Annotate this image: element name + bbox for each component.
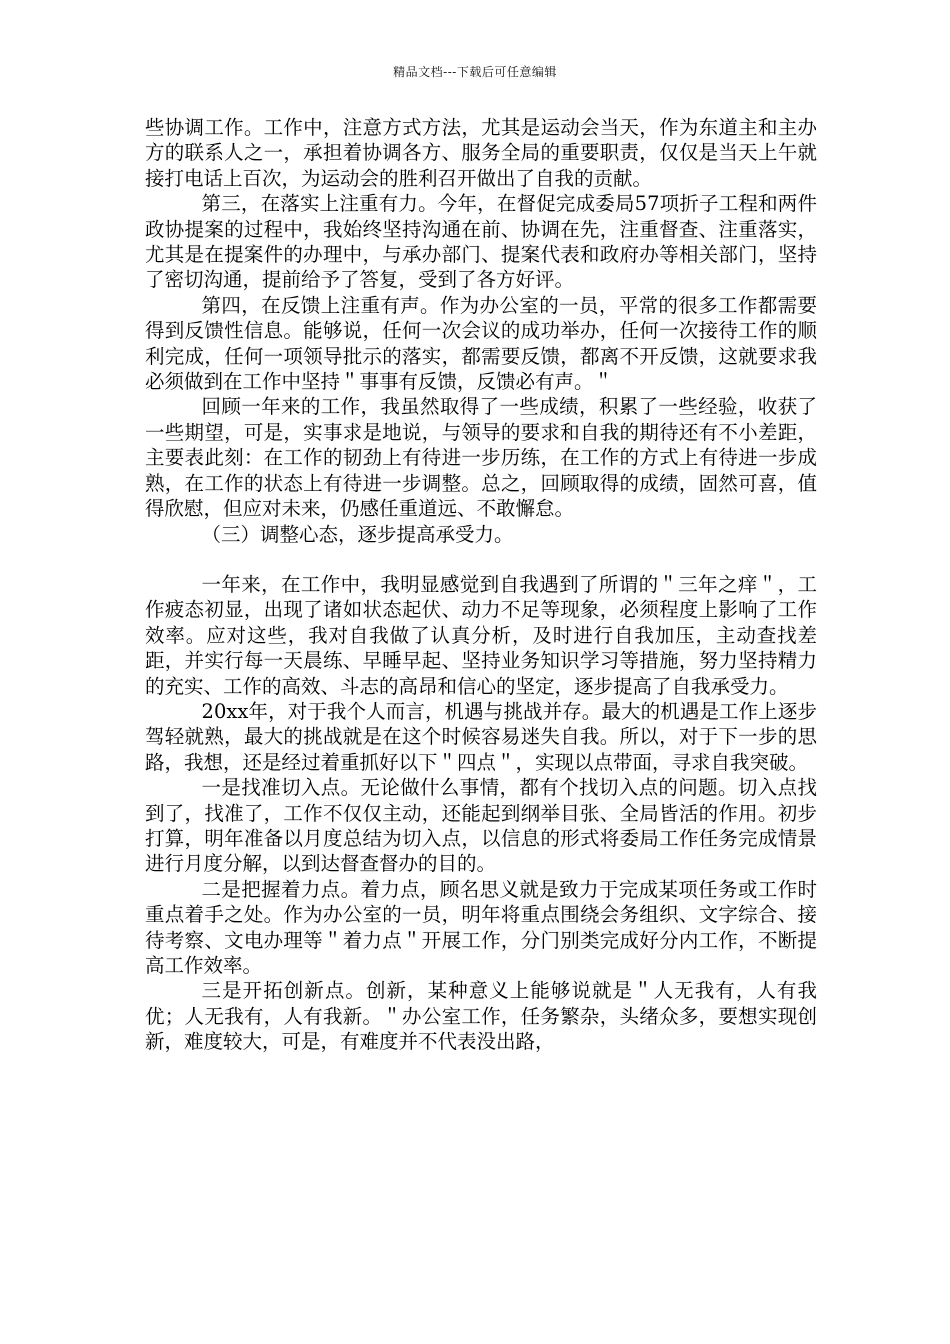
paragraph-innovation-point: 三是开拓创新点。创新，某种意义上能够说就是＂人无我有，人有我优；人无我有，人有我新。＂办公室工作，任务繁杂，头绪众多，要想实现创新，难度较大，可是，有难度并不代表没出路， xyxy=(145,979,817,1054)
page-header: 精品文档---下载后可任意编辑 xyxy=(393,65,557,79)
document-body xyxy=(145,115,817,1055)
section-heading-adjust-mindset: （三）调整心态，逐步提高承受力。 xyxy=(201,522,514,546)
paragraph-three-year-itch: 一年来，在工作中，我明显感觉到自我遇到了所谓的＂三年之痒＂，工作疲态初显，出现了诸如状态起伏、动力不足等现象，必须程度上影响了工作效率。应对这些，我对自我做了认真分析，及时进行自我加压，主动查找差距，并实行每一天晨练、早睡早起、坚持业务知识学习等措施，努力坚持精力的充实、工作的高效、斗志的高昂和信心的坚定，逐步提高了自我承受力。 xyxy=(145,572,817,698)
paragraph-entry-point: 一是找准切入点。无论做什么事情，都有个找切入点的问题。切入点找到了，找准了，工作不仅仅主动，还能起到纲举目张、全局皆活的作用。初步打算，明年准备以月度总结为切入点，以信息的形式将委局工作任务完成情景进行月度分解，以到达督查督办的目的。 xyxy=(145,776,817,876)
paragraph-fourth-feedback: 第四，在反馈上注重有声。作为办公室的一员，平常的很多工作都需要得到反馈性信息。能够说，任何一次会议的成功举办，任何一次接待工作的顺利完成，任何一项领导批示的落实，都需要反馈，都离不开反馈，这就要求我必须做到在工作中坚持＂事事有反馈，反馈必有声。＂ xyxy=(145,293,817,394)
paragraph-third-implementation: 第三，在落实上注重有力。今年，在督促完成委局57项折子工程和两件政协提案的过程中，我始终坚持沟通在前、协调在先，注重督查、注重落实，尤其是在提案件的办理中，与承办部门、提案代表和政府办等相关部门，坚持了密切沟通，提前给予了答复，受到了各方好评。 xyxy=(145,192,817,292)
paragraph-review: 回顾一年来的工作，我虽然取得了一些成绩，积累了一些经验，收获了一些期望，可是，实事求是地说，与领导的要求和自我的期待还有不小差距，主要表此刻：在工作的韧劲上有待进一步历练，在工作的方式上有待进一步成熟，在工作的状态上有待进一步调整。总之，回顾取得的成绩，固然可喜，值得欣慰，但应对未来，仍感任重道远、不敢懈怠。 xyxy=(145,395,817,521)
paragraph-opportunities-challenges: 20xx年，对于我个人而言，机遇与挑战并存。最大的机遇是工作上逐步驾轻就熟，最大的挑战就是在这个时候容易迷失自我。所以，对于下一步的思路，我想，还是经过着重抓好以下＂四点＂，实现以点带面，寻求自我突破。 xyxy=(145,699,817,774)
paragraph-focus-point: 二是把握着力点。着力点，顾名思义就是致力于完成某项任务或工作时重点着手之处。作为办公室的一员，明年将重点围绕会务组织、文字综合、接待考察、文电办理等＂着力点＂开展工作，分门别类完成好分内工作，不断提高工作效率。 xyxy=(145,877,817,977)
paragraph-coordination-continued: 些协调工作。工作中，注意方式方法，尤其是运动会当天，作为东道主和主办方的联系人之一，承担着协调各方、服务全局的重要职责，仅仅是当天上午就接打电话上百次，为运动会的胜利召开做出了自我的贡献。 xyxy=(145,116,817,190)
